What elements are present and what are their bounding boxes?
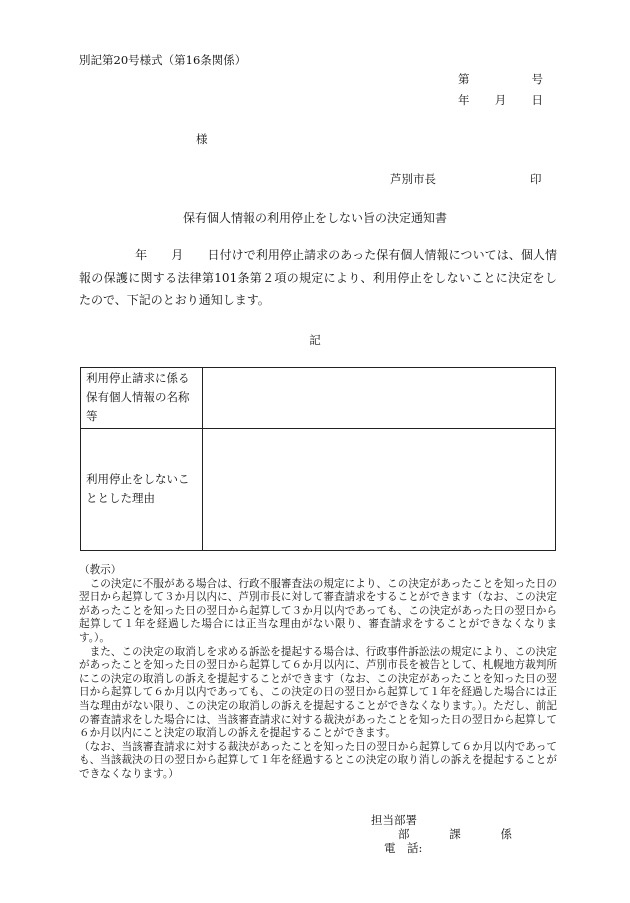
- document-number: [458, 71, 543, 87]
- issuer-name: 芦別市長: [390, 172, 436, 186]
- table-row: [81, 428, 555, 550]
- body-year: 年: [135, 248, 148, 262]
- notice-paragraph-2: また、この決定の取消しを求める訴訟を提起する場合は、行政事件訴訟法の規定により、この決定があったことを知った日の翌日から起算して６か月以内に、芦別市長を被告として、札幌地方裁判所にこの決定の取消しの訴えを提起することができます（なお、この決定があったことを知った日の翌日から起算して６か月以内であっても、この決定の日の翌日から起算して１年を経過した場合には正当な理由がない限り、この決定の取消しの訴えを提起することができなくなります。）。ただし、前記の審査請求をした場合には、当該審査請求に対する裁決があったことを知った日の翌日から起算して６か月以内にこと決定の取消しの訴えを提起することができます。: [79, 645, 557, 740]
- number-prefix: 第: [458, 72, 470, 86]
- number-suffix: 号: [531, 72, 543, 86]
- body-text: 日付けで利用停止請求のあった保有個人情報については、個人情報の保護に関する法律第101条第２項の規定により、利用停止をしないことに決定をしたので、下記のとおり通知します。: [79, 248, 557, 307]
- contact-heading: 担当部署: [371, 813, 417, 827]
- notice-paragraph-3: （なお、当該審査請求に対する裁決があったことを知った日の翌日から起算して６か月以内であっても、当該裁決の日の翌日から起算して１年を経過するとこの決定の取り消しの訴えを提起することができなくなります。）: [79, 740, 557, 780]
- document-date: [458, 92, 543, 108]
- table-row: [81, 368, 555, 429]
- row-label-reason: 利用停止をしないこととした理由: [86, 472, 190, 505]
- document-title: 保有個人情報の利用停止をしない旨の決定通知書: [182, 211, 447, 225]
- contact-phone-label: 電 話:: [384, 841, 423, 855]
- seal-mark: 印: [530, 172, 542, 186]
- date-day: 日: [531, 93, 543, 107]
- body-month: 月: [171, 248, 184, 262]
- contact-section-label: 課: [449, 827, 461, 841]
- notice-heading: （教示）: [79, 564, 122, 576]
- contact-dept-label: 部: [398, 827, 410, 841]
- appeal-notice: [79, 564, 557, 782]
- details-table: [80, 367, 556, 551]
- form-identifier: 別記第20号様式（第16条関係）: [79, 53, 247, 67]
- table-divider: [202, 368, 203, 550]
- row-label-info-name: 利用停止請求に係る保有個人情報の名称等: [86, 371, 190, 423]
- body-paragraph: [79, 244, 557, 312]
- date-year: 年: [458, 93, 470, 107]
- ki-heading: 記: [309, 333, 321, 347]
- date-month: 月: [494, 93, 507, 107]
- notice-paragraph-1: この決定に不服がある場合は、行政不服審査法の規定により、この決定があったことを知った日の翌日から起算して３か月以内に、芦別市長に対して審査請求をすることができます（なお、この決定があったことを知った日の翌日から起算して３か月以内であっても、この決定があった日の翌日から起算して１年を経過した場合には正当な理由がない限り、審査請求をすることができなくなります。）。: [79, 577, 557, 644]
- contact-unit-label: 係: [500, 827, 512, 841]
- addressee: 様: [196, 132, 208, 146]
